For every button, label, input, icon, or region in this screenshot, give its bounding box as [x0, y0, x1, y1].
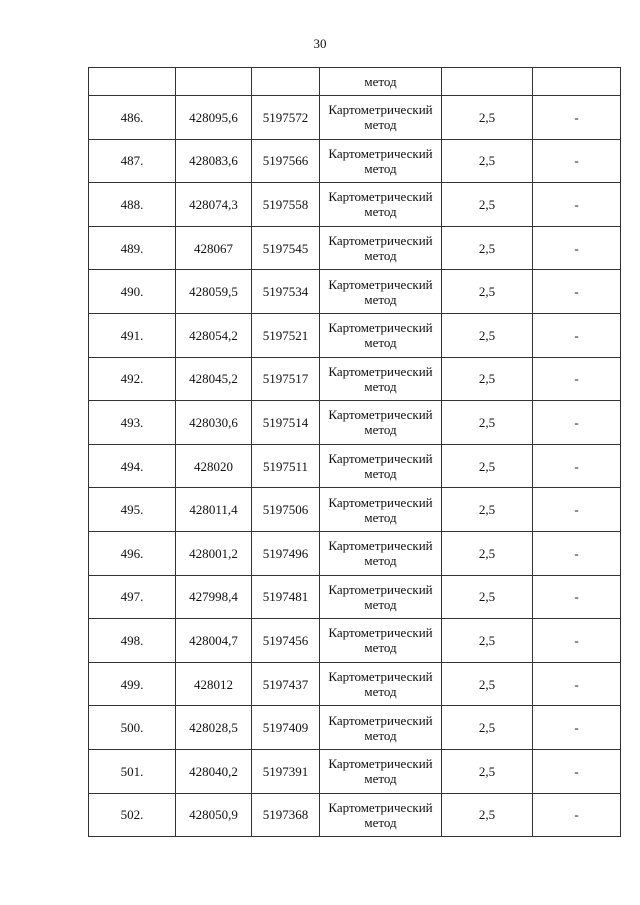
method-line-2: метод — [364, 727, 397, 743]
method-line-2: метод — [364, 596, 397, 612]
cell-method — [320, 531, 442, 575]
cell-note: - — [533, 313, 621, 357]
cell-method — [320, 793, 442, 837]
cell-accuracy: 2,5 — [442, 662, 533, 706]
cell-x: 428083,6 — [176, 139, 252, 183]
table-row — [89, 313, 621, 357]
cell-x: 428028,5 — [176, 706, 252, 750]
cell-note: - — [533, 139, 621, 183]
cell-y: 5197409 — [252, 706, 320, 750]
cell-accuracy: 2,5 — [442, 793, 533, 837]
cell-y: 5197521 — [252, 313, 320, 357]
cell-num: 499. — [89, 662, 176, 706]
cell-num: 498. — [89, 619, 176, 663]
continuation-row — [89, 68, 621, 96]
cell-method — [320, 401, 442, 445]
method-line-2: метод — [364, 248, 397, 264]
cell-num: 502. — [89, 793, 176, 837]
table-row — [89, 488, 621, 532]
cell-y — [252, 68, 320, 96]
method-line-1: Картометрический — [328, 494, 433, 510]
table-row — [89, 96, 621, 140]
table-row — [89, 401, 621, 445]
cell-method — [320, 270, 442, 314]
cell-method — [320, 139, 442, 183]
cell-num: 495. — [89, 488, 176, 532]
cell-y: 5197391 — [252, 749, 320, 793]
cell-num: 488. — [89, 183, 176, 227]
cell-num: 489. — [89, 226, 176, 270]
cell-y: 5197514 — [252, 401, 320, 445]
cell-accuracy: 2,5 — [442, 183, 533, 227]
cell-x: 428004,7 — [176, 619, 252, 663]
cell-y: 5197456 — [252, 619, 320, 663]
cell-y: 5197566 — [252, 139, 320, 183]
cell-y: 5197506 — [252, 488, 320, 532]
cell-method — [320, 488, 442, 532]
method-line-1: Картометрический — [328, 363, 433, 379]
cell-y: 5197437 — [252, 662, 320, 706]
cell-note: - — [533, 270, 621, 314]
cell-x: 428030,6 — [176, 401, 252, 445]
cell-note: - — [533, 619, 621, 663]
cell-method — [320, 575, 442, 619]
cell-num: 494. — [89, 444, 176, 488]
cell-y: 5197572 — [252, 96, 320, 140]
cell-method — [320, 313, 442, 357]
cell-num: 492. — [89, 357, 176, 401]
cell-note: - — [533, 96, 621, 140]
table-row — [89, 575, 621, 619]
cell-y: 5197534 — [252, 270, 320, 314]
cell-accuracy — [442, 68, 533, 96]
table-row — [89, 793, 621, 837]
cell-note — [533, 68, 621, 96]
method-line-2: метод — [364, 640, 397, 656]
method-line-1: Картометрический — [328, 189, 433, 205]
cell-note: - — [533, 183, 621, 227]
cell-x: 428011,4 — [176, 488, 252, 532]
cell-method — [320, 444, 442, 488]
cell-num: 487. — [89, 139, 176, 183]
table-row — [89, 357, 621, 401]
cell-method — [320, 706, 442, 750]
table-row — [89, 183, 621, 227]
cell-num: 493. — [89, 401, 176, 445]
cell-note: - — [533, 488, 621, 532]
table-row — [89, 270, 621, 314]
cell-method — [320, 662, 442, 706]
coordinates-table — [88, 67, 621, 837]
method-line-1: Картометрический — [328, 145, 433, 161]
cell-accuracy: 2,5 — [442, 313, 533, 357]
cell-x: 428012 — [176, 662, 252, 706]
cell-method — [320, 749, 442, 793]
method-line-1: Картометрический — [328, 407, 433, 423]
cell-note: - — [533, 226, 621, 270]
method-line-1: Картометрический — [328, 581, 433, 597]
cell-accuracy: 2,5 — [442, 139, 533, 183]
cell-accuracy: 2,5 — [442, 488, 533, 532]
cell-x: 428059,5 — [176, 270, 252, 314]
method-line-1: Картометрический — [328, 276, 433, 292]
cell-note: - — [533, 706, 621, 750]
table-row — [89, 749, 621, 793]
table-row — [89, 444, 621, 488]
cell-y: 5197558 — [252, 183, 320, 227]
cell-method — [320, 183, 442, 227]
cell-y: 5197496 — [252, 531, 320, 575]
method-line-1: Картометрический — [328, 669, 433, 685]
cell-accuracy: 2,5 — [442, 96, 533, 140]
cell-note: - — [533, 749, 621, 793]
cell-num: 501. — [89, 749, 176, 793]
method-line-1: Картометрический — [328, 538, 433, 554]
method-line-2: метод — [364, 466, 397, 482]
cell-x: 428067 — [176, 226, 252, 270]
cell-y: 5197511 — [252, 444, 320, 488]
method-line-2: метод — [364, 422, 397, 438]
cell-accuracy: 2,5 — [442, 619, 533, 663]
cell-num: 497. — [89, 575, 176, 619]
table-body — [89, 68, 621, 837]
cell-note: - — [533, 575, 621, 619]
table-row — [89, 706, 621, 750]
cell-x: 428020 — [176, 444, 252, 488]
cell-note: - — [533, 444, 621, 488]
cell-x: 428095,6 — [176, 96, 252, 140]
table-row — [89, 139, 621, 183]
cell-y: 5197517 — [252, 357, 320, 401]
method-line-1: Картометрический — [328, 799, 433, 815]
cell-method — [320, 226, 442, 270]
cell-num: 486. — [89, 96, 176, 140]
cell-accuracy: 2,5 — [442, 706, 533, 750]
cell-accuracy: 2,5 — [442, 749, 533, 793]
cell-x: 428050,9 — [176, 793, 252, 837]
cell-accuracy: 2,5 — [442, 226, 533, 270]
cell-note: - — [533, 793, 621, 837]
cell-accuracy: 2,5 — [442, 357, 533, 401]
cell-y: 5197368 — [252, 793, 320, 837]
method-line-2: метод — [364, 335, 397, 351]
cell-num: 491. — [89, 313, 176, 357]
method-line-2: метод — [364, 509, 397, 525]
cell-accuracy: 2,5 — [442, 531, 533, 575]
cell-x: 428074,3 — [176, 183, 252, 227]
cell-note: - — [533, 531, 621, 575]
method-line-1: Картометрический — [328, 756, 433, 772]
cell-x: 428045,2 — [176, 357, 252, 401]
cell-y: 5197481 — [252, 575, 320, 619]
cell-x: 428001,2 — [176, 531, 252, 575]
cell-accuracy: 2,5 — [442, 575, 533, 619]
table-row — [89, 531, 621, 575]
table-row — [89, 662, 621, 706]
method-line-1: Картометрический — [328, 320, 433, 336]
cell-note: - — [533, 357, 621, 401]
cell-num: 500. — [89, 706, 176, 750]
method-line-2: метод — [364, 378, 397, 394]
cell-method: метод — [320, 68, 442, 96]
cell-accuracy: 2,5 — [442, 270, 533, 314]
method-line-2: метод — [364, 291, 397, 307]
method-line-1: Картометрический — [328, 451, 433, 467]
cell-num: 496. — [89, 531, 176, 575]
cell-x: 427998,4 — [176, 575, 252, 619]
cell-x — [176, 68, 252, 96]
table-row — [89, 619, 621, 663]
cell-accuracy: 2,5 — [442, 401, 533, 445]
cell-method — [320, 357, 442, 401]
method-line-1: Картометрический — [328, 625, 433, 641]
cell-method — [320, 96, 442, 140]
method-line-1: Картометрический — [328, 233, 433, 249]
cell-note: - — [533, 401, 621, 445]
cell-num — [89, 68, 176, 96]
cell-y: 5197545 — [252, 226, 320, 270]
cell-method — [320, 619, 442, 663]
table-row — [89, 226, 621, 270]
page-number: 30 — [313, 36, 327, 51]
method-line-2: метод — [364, 814, 397, 830]
method-line-2: метод — [364, 771, 397, 787]
cell-x: 428054,2 — [176, 313, 252, 357]
cell-note: - — [533, 662, 621, 706]
method-line-2: метод — [364, 553, 397, 569]
method-line-2: метод — [364, 160, 397, 176]
method-line-1: Картометрический — [328, 712, 433, 728]
cell-accuracy: 2,5 — [442, 444, 533, 488]
method-line-2: метод — [364, 117, 397, 133]
cell-num: 490. — [89, 270, 176, 314]
cell-x: 428040,2 — [176, 749, 252, 793]
method-line-2: метод — [364, 684, 397, 700]
method-line-2: метод — [364, 204, 397, 220]
method-line-1: Картометрический — [328, 102, 433, 118]
